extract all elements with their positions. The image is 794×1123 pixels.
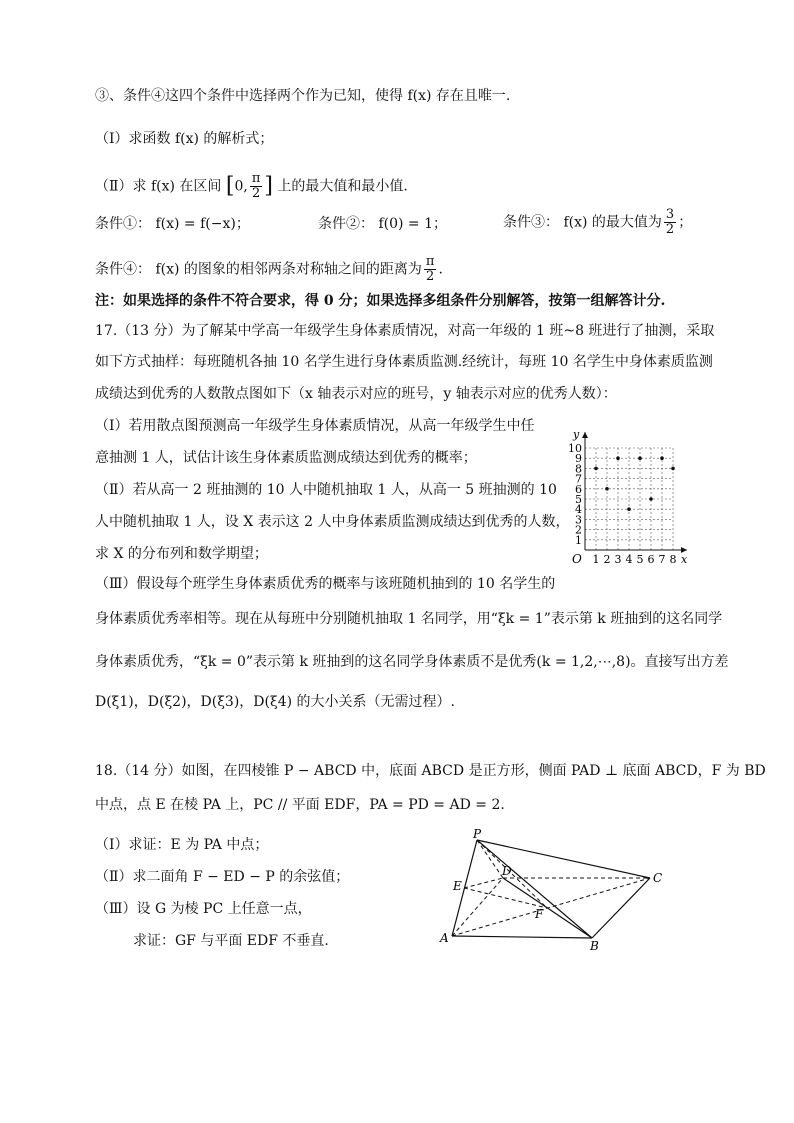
edge-ED — [464, 878, 503, 888]
label-P: P — [473, 828, 482, 841]
q16-note: 注：如果选择的条件不符合要求，得 0 分；如果选择多组条件分别解答，按第一组解答计分. — [95, 293, 666, 309]
q16-cond2: 条件②： f(0) = 1； — [318, 216, 448, 232]
y-tick-8: 8 — [575, 462, 582, 476]
q17-part3a: （Ⅲ）假设每个班学生身体素质优秀的概率与该班随机抽到的 10 名学生的 — [95, 576, 556, 592]
q17-part1b: 意抽测 1 人，试估计该生身体素质监测成绩达到优秀的概率； — [95, 450, 477, 466]
y-tick-9: 9 — [575, 452, 582, 466]
data-point-7 — [660, 456, 664, 460]
label-D: D — [502, 864, 512, 878]
y-axis-label: y — [573, 428, 580, 441]
x-tick-4: 4 — [625, 553, 633, 566]
label-A: A — [440, 931, 449, 945]
q16-intro: ③、条件④这四个条件中选择两个作为已知，使得 f(x) 存在且唯一. — [95, 88, 511, 104]
q16-cond1: 条件①： f(x) = f(−x)； — [95, 216, 250, 232]
edge-PF — [477, 840, 547, 908]
y-tick-4: 4 — [575, 503, 582, 517]
q17-part3c: 身体素质优秀，“ξk = 0”表示第 k 班抽到的这名同学身体素质不是优秀(k = 1,2,⋯,8)。直接写出方差 — [95, 654, 729, 670]
edge-AC — [452, 878, 650, 936]
edge-EF — [464, 888, 547, 908]
pi-over-two: $\frac{\pi}{2}$ — [251, 171, 261, 201]
grid-layer — [585, 448, 673, 550]
scatter-plot — [560, 408, 700, 573]
x-tick-1: 1 — [592, 553, 600, 566]
pi-over-two-cond4: $\frac{\pi}{2}$ — [425, 254, 435, 284]
y-axis-arrow — [582, 432, 588, 438]
q18-part3: （Ⅲ）设 G 为棱 PC 上任意一点， — [95, 901, 312, 917]
y-tick-7: 7 — [575, 472, 582, 486]
y-tick-10: 10 — [568, 442, 582, 455]
q17-part2c: 求 X 的分布列和数学期望； — [95, 546, 268, 562]
q17-line2: 如下方式抽样：每班随机各抽 10 名学生进行身体素质监测.经统计，每班 10 名学生中身体素质监测 — [95, 354, 713, 370]
pyramid-figure — [435, 828, 675, 953]
points-layer — [594, 456, 675, 511]
data-point-2 — [605, 487, 609, 491]
ticks-layer — [568, 442, 677, 566]
q17-part3d: D(ξ1)，D(ξ2)，D(ξ3)，D(ξ4) 的大小关系（无需过程）. — [95, 694, 455, 710]
data-point-3 — [616, 456, 620, 460]
data-point-6 — [649, 497, 653, 501]
y-tick-6: 6 — [575, 482, 582, 496]
label-C: C — [653, 871, 663, 885]
x-tick-6: 6 — [647, 553, 655, 566]
data-point-8 — [671, 467, 675, 471]
q16-part2-text: （Ⅱ）求 f(x) 在区间 — [95, 178, 222, 195]
edge-AB — [452, 936, 592, 938]
q16-part2 — [95, 172, 408, 201]
right-bracket: ] — [264, 173, 273, 199]
q16-part1: （Ⅰ）求函数 f(x) 的解析式； — [95, 131, 274, 147]
x-tick-8: 8 — [669, 553, 677, 566]
x-tick-5: 5 — [636, 553, 644, 566]
q18-part2: （Ⅱ）求二面角 F − ED − P 的余弦值； — [95, 869, 350, 885]
q17-part3b: 身体素质优秀率相等。现在从每班中分别随机抽取 1 名同学，用“ξk = 1”表示第 k 班抽到的这名同学 — [95, 611, 723, 627]
q17-line1: 17.（13 分）为了解某中学高一年级学生身体素质情况，对高一年级的 1 班~8 班进行了抽测，采取 — [95, 323, 715, 339]
y-tick-2: 2 — [575, 523, 582, 537]
q18-line1: 18.（14 分）如图，在四棱锥 P − ABCD 中，底面 ABCD 是正方形，侧面 PAD ⊥ 底面 ABCD，F 为 BD — [95, 763, 766, 779]
q17-part2b: 人中随机抽取 1 人，设 X 表示这 2 人中身体素质监测成绩达到优秀的人数， — [95, 514, 570, 530]
q18-part4: 求证：GF 与平面 EDF 不垂直. — [133, 933, 329, 949]
q16-cond4: 条件④： f(x) 的图象的相邻两条对称轴之间的距离为 $\frac{\pi}{2}$ . — [95, 254, 443, 284]
interval-left: 0, — [234, 178, 248, 195]
three-halves: $\frac{3}{2}$ — [665, 207, 675, 237]
data-point-1 — [594, 467, 598, 471]
q17-part1a: （Ⅰ）若用散点图预测高一年级学生身体素质情况，从高一年级学生中任 — [95, 418, 535, 434]
axes-layer — [572, 428, 688, 566]
label-F: F — [535, 907, 544, 921]
y-tick-5: 5 — [575, 493, 582, 506]
q17-part2a: （Ⅱ）若从高一 2 班抽测的 10 人中随机抽取 1 人，从高一 5 班抽测的 10 — [95, 482, 557, 498]
x-tick-2: 2 — [603, 553, 611, 566]
y-tick-3: 3 — [575, 513, 582, 527]
x-tick-7: 7 — [658, 553, 666, 566]
q18-line2: 中点，点 E 在棱 PA 上，PC // 平面 EDF，PA = PD = AD = 2. — [95, 797, 505, 813]
label-E: E — [453, 879, 462, 893]
q16-cond3: 条件③： f(x) 的最大值为 $\frac{3}{2}$ ； — [503, 207, 693, 237]
label-B: B — [590, 939, 599, 953]
x-axis-label: x — [681, 553, 688, 566]
data-point-5 — [638, 456, 642, 460]
q16-part2-end: 上的最大值和最小值. — [277, 178, 408, 195]
q18-part1: （Ⅰ）求证：E 为 PA 中点； — [95, 837, 269, 853]
y-tick-1: 1 — [575, 533, 582, 547]
q17-line3: 成绩达到优秀的人数散点图如下（x 轴表示对应的班号，y 轴表示对应的优秀人数）： — [95, 386, 617, 402]
origin-label: O — [572, 552, 582, 566]
x-tick-3: 3 — [614, 553, 622, 566]
left-bracket: [ — [225, 173, 235, 199]
data-point-4 — [627, 507, 631, 511]
